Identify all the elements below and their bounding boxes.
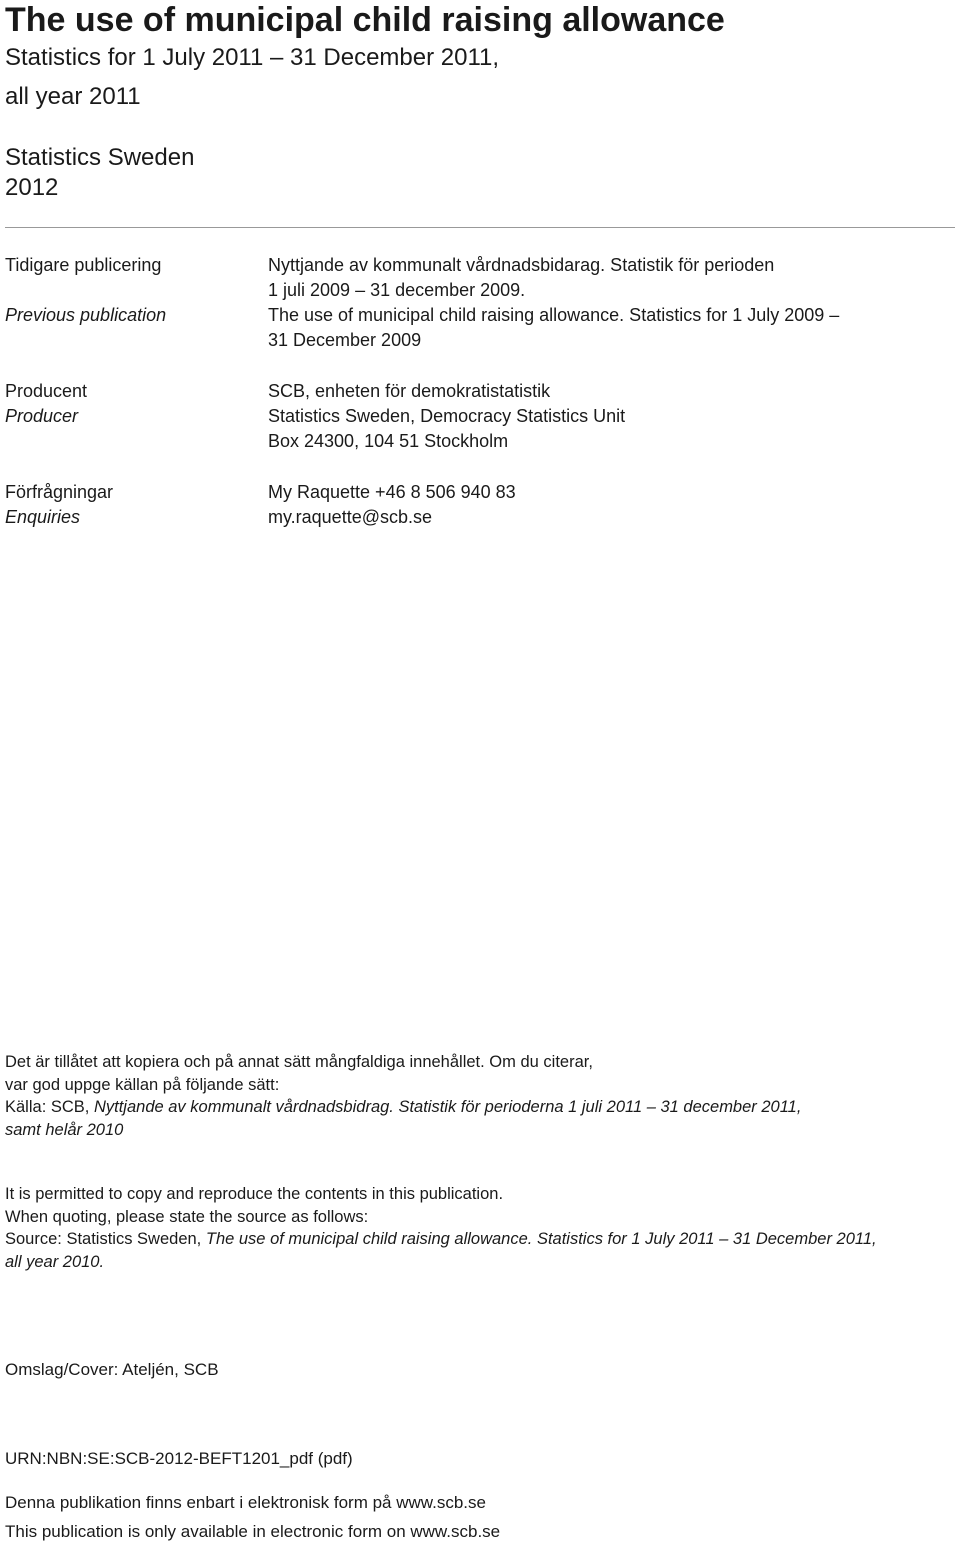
producer-labels [5,379,87,429]
subtitle-line: Statistics for 1 July 2011 – 31 December 2011, [5,44,500,71]
paragraph-line: var god uppge källan på följande sätt: [5,1075,280,1094]
contact-email[interactable]: my.raquette@scb.se [268,507,433,527]
urn: URN:NBN:SE:SCB-2012-BEFT1201_pdf (pdf) [5,1449,353,1468]
value-line: Box 24300, 104 51 Stockholm [268,431,509,451]
value-line: 31 December 2009 [268,330,422,350]
producer-values [268,379,625,454]
divider [5,227,955,228]
previous-publication-labels [5,253,166,328]
paragraph-line: all year 2010. [5,1252,105,1271]
value-line: The use of municipal child raising allowance. Statistics for 1 July 2009 – [268,305,840,325]
label-en: Enquiries [5,507,81,527]
publisher: Statistics Sweden [5,144,195,171]
source-title: Nyttjande av kommunalt vårdnadsbidrag. Statistik för perioderna 1 juli 2011 – 31 december 2011, [93,1098,802,1116]
source-prefix: Source: Statistics Sweden, [5,1230,206,1248]
copyright-en [5,1183,877,1273]
source-title: The use of municipal child raising allowance. Statistics for 1 July 2011 – 31 December 2011, [205,1230,877,1248]
paragraph-line: samt helår 2010 [5,1120,124,1139]
value-line: Statistics Sweden, Democracy Statistics Unit [268,406,626,426]
value-line: SCB, enheten för demokratistatistik [268,381,551,401]
enquiries-values [268,480,516,530]
label-sv: Producent [5,381,88,401]
copyright-sv [5,1051,801,1141]
label-sv: Förfrågningar [5,482,114,502]
document-title: The use of municipal child raising allowance [5,1,725,39]
paragraph-line: When quoting, please state the source as follows: [5,1207,369,1226]
value-line: 1 juli 2009 – 31 december 2009. [268,280,526,300]
source-line [5,1096,801,1119]
source-prefix: Källa: SCB, [5,1098,94,1116]
enquiries-labels [5,480,113,530]
availability-en: This publication is only available in electronic form on www.scb.se [5,1522,501,1541]
value-line: Nyttjande av kommunalt vårdnadsbidarag. Statistik för perioden [268,255,775,275]
label-en: Producer [5,406,79,426]
paragraph-line: It is permitted to copy and reproduce the contents in this publication. [5,1185,504,1203]
label-sv: Tidigare publicering [5,255,162,275]
label-en: Previous publication [5,305,167,325]
availability-sv: Denna publikation finns enbart i elektronisk form på www.scb.se [5,1493,486,1512]
publication-year: 2012 [5,174,59,201]
contact-phone: My Raquette +46 8 506 940 83 [268,482,516,502]
paragraph-line: Det är tillåtet att kopiera och på annat sätt mångfaldiga innehållet. Om du citerar, [5,1053,593,1071]
source-line [5,1228,877,1251]
previous-publication-values [268,253,839,353]
subtitle-line: all year 2011 [5,83,141,110]
cover-credit: Omslag/Cover: Ateljén, SCB [5,1360,219,1379]
